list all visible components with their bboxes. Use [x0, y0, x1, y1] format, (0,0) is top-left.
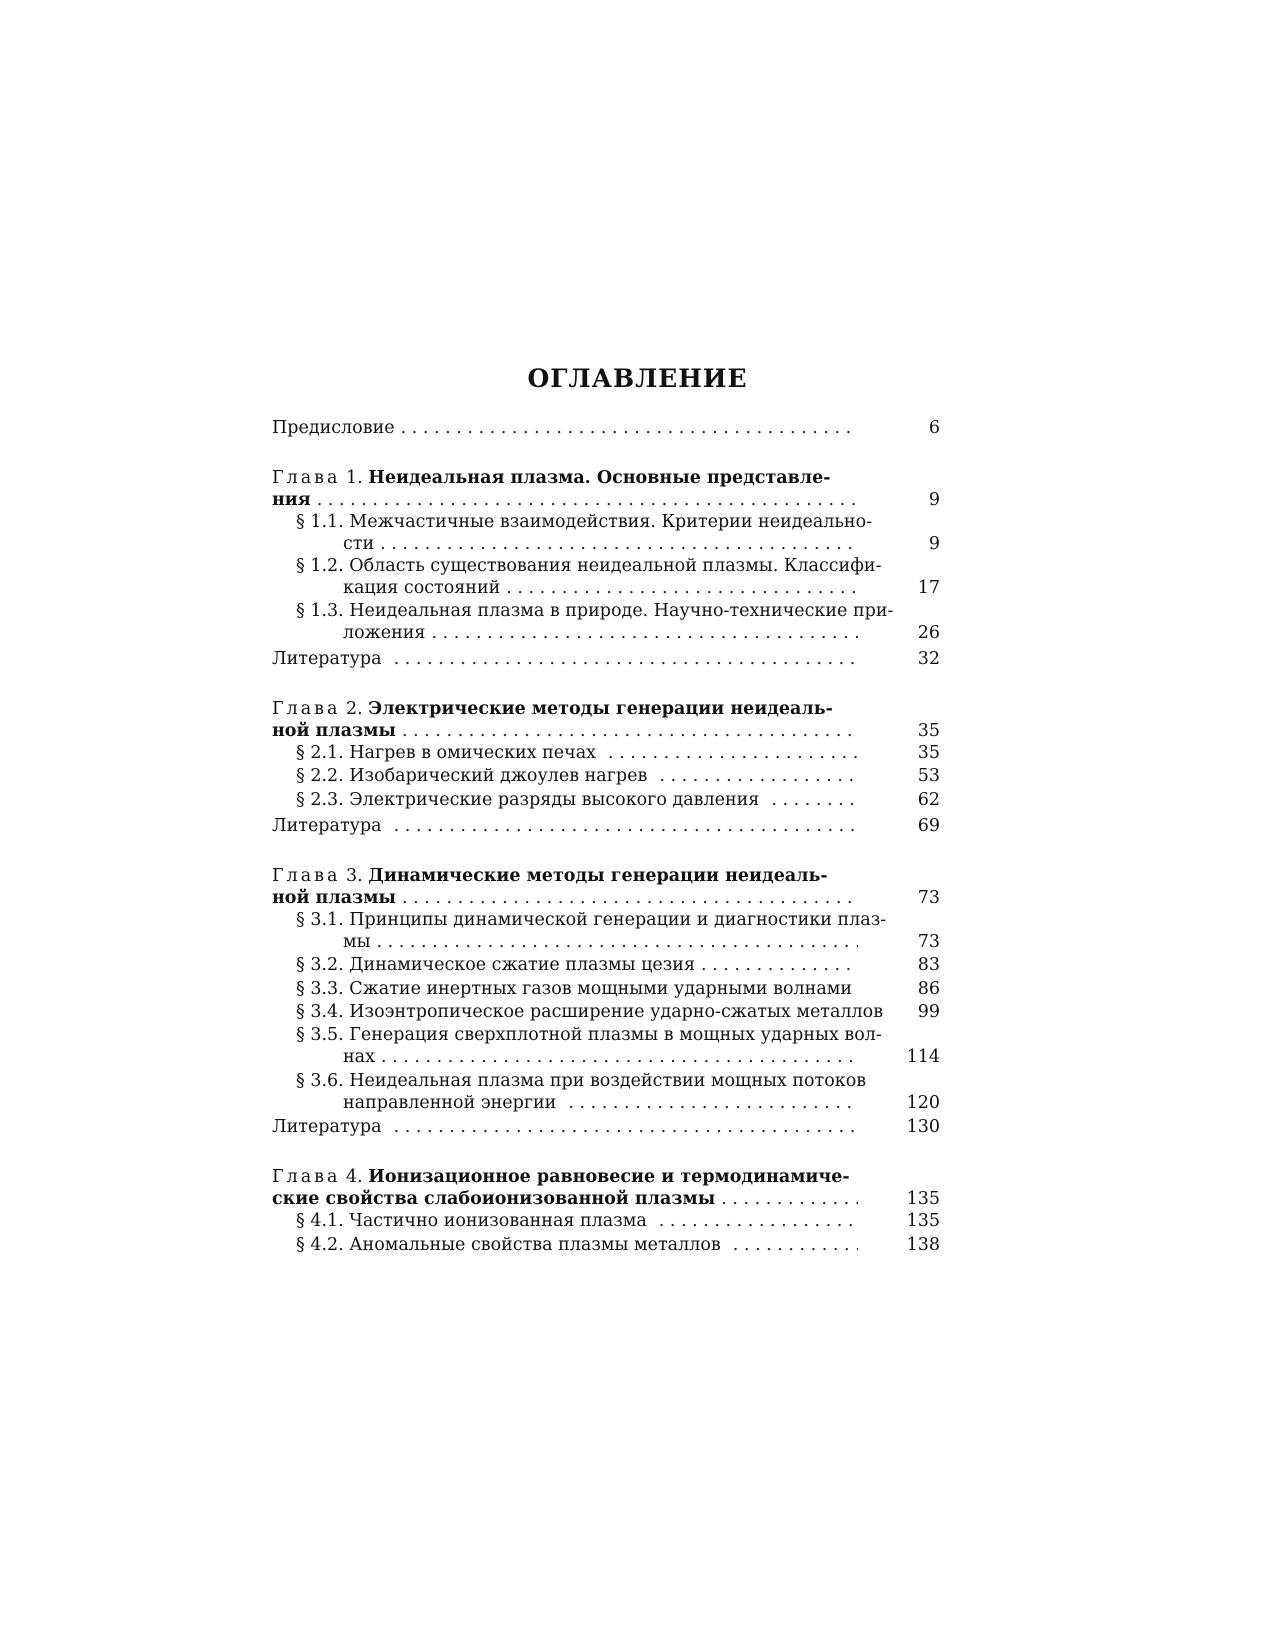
section-3-4[interactable] [296, 1001, 884, 1023]
literature-2[interactable] [272, 815, 858, 837]
section-number: § 2.1. [296, 743, 344, 763]
section-3-6-cont[interactable] [343, 1092, 858, 1114]
page-number: 130 [906, 1117, 940, 1137]
leader-dots [701, 954, 858, 976]
toc-entry-preface[interactable] [272, 417, 858, 439]
leader-dots [608, 742, 858, 764]
section-1-3-cont[interactable] [343, 622, 858, 644]
leader-dots [394, 648, 858, 670]
section-title-line1: Аномальные свойства плазмы металлов [349, 1235, 721, 1255]
leader-dots [394, 1116, 858, 1138]
section-title-line2: нах [343, 1047, 375, 1067]
leader-dots [659, 765, 858, 787]
chapter-heading-3-cont[interactable] [272, 887, 858, 909]
section-1-1[interactable] [296, 511, 873, 533]
chapter-prefix: Глава [272, 1167, 341, 1187]
section-number: § 3.1. [296, 910, 344, 930]
chapter-title-line2: ния [272, 490, 311, 510]
chapter-number: 1. [346, 468, 363, 488]
page-number: 73 [917, 888, 940, 908]
section-title-line2: мы [343, 932, 371, 952]
page-number: 99 [917, 1002, 940, 1022]
leader-dots [771, 789, 858, 811]
page-number: 35 [917, 743, 940, 763]
leader-dots [401, 417, 858, 439]
section-title-line1: Динамическое сжатие плазмы цезия [349, 955, 695, 975]
chapter-number: 3. [346, 866, 363, 886]
leader-dots [721, 1188, 858, 1210]
section-number: § 3.3. [296, 979, 344, 999]
leader-dots [317, 489, 858, 511]
page-number: 62 [917, 790, 940, 810]
section-4-1[interactable] [296, 1210, 858, 1232]
chapter-heading-3[interactable] [272, 865, 858, 887]
section-title-line1: Генерация сверхплотной плазмы в мощных ударных вол- [349, 1025, 882, 1045]
section-number: § 2.3. [296, 790, 344, 810]
chapter-title-line1: Динамические методы генерации неидеаль- [368, 866, 828, 886]
leader-dots [377, 931, 858, 953]
page-number: 35 [917, 721, 940, 741]
literature-label: Литература [272, 816, 382, 836]
leader-dots [568, 1092, 858, 1114]
section-title-line1: Электрические разряды высокого давления [349, 790, 760, 810]
section-number: § 2.2. [296, 766, 344, 786]
chapter-number: 2. [346, 699, 363, 719]
page-number: 26 [917, 623, 940, 643]
section-title-line1: Изобарический джоулев нагрев [349, 766, 648, 786]
chapter-title-line2: ские свойства слабоионизованной плазмы [272, 1189, 716, 1209]
chapter-title-line1: Электрические методы генерации неидеаль- [368, 699, 833, 719]
leader-dots [381, 1046, 858, 1068]
chapter-heading-2-cont[interactable] [272, 720, 858, 742]
section-3-5-cont[interactable] [343, 1046, 858, 1068]
chapter-title-line2: ной плазмы [272, 888, 396, 908]
chapter-heading-2[interactable] [272, 698, 858, 720]
page-number: 138 [906, 1235, 940, 1255]
page-number: 120 [906, 1093, 940, 1113]
chapter-heading-1-cont[interactable] [272, 489, 858, 511]
section-3-1-cont[interactable] [343, 931, 858, 953]
section-title-line1: Сжатие инертных газов мощными ударными волнами [349, 979, 853, 999]
leader-dots [431, 622, 858, 644]
leader-dots [380, 533, 858, 555]
page-number: 53 [917, 766, 940, 786]
section-number: § 3.5. [296, 1025, 344, 1045]
section-title-line1: Область существования неидеальной плазмы. Классифи- [349, 556, 882, 576]
chapter-number: 4. [346, 1167, 363, 1187]
literature-label: Литература [272, 1117, 382, 1137]
literature-label: Литература [272, 649, 382, 669]
leader-dots [402, 887, 858, 909]
section-2-1[interactable] [296, 742, 858, 764]
page-number: 9 [928, 490, 940, 510]
section-title-line2: ложения [343, 623, 426, 643]
page-number: 114 [906, 1047, 940, 1067]
leader-dots [733, 1234, 858, 1256]
section-1-2[interactable] [296, 555, 882, 577]
section-2-3[interactable] [296, 789, 858, 811]
section-title-line1: Принципы динамической генерации и диагностики плаз- [349, 910, 887, 930]
chapter-heading-4-cont[interactable] [272, 1188, 858, 1210]
section-3-5[interactable] [296, 1024, 882, 1046]
section-title-line1: Неидеальная плазма при воздействии мощных потоков [349, 1071, 867, 1091]
section-3-1[interactable] [296, 909, 887, 931]
section-title-line2: кация состояний [343, 578, 501, 598]
chapter-heading-4[interactable] [272, 1166, 858, 1188]
chapter-heading-1[interactable] [272, 467, 858, 489]
section-title-line1: Нагрев в омических печах [349, 743, 597, 763]
section-3-3[interactable] [296, 978, 858, 1000]
section-title-line1: Частично ионизованная плазма [349, 1211, 647, 1231]
section-number: § 1.3. [296, 601, 344, 621]
section-3-6[interactable] [296, 1070, 867, 1092]
leader-dots [394, 815, 858, 837]
section-number: § 1.1. [296, 512, 344, 532]
section-title-line1: Изоэнтропическое расширение ударно-сжатых металлов [349, 1002, 884, 1022]
section-4-2[interactable] [296, 1234, 858, 1256]
section-title-line2: направленной энергии [343, 1093, 557, 1113]
page-number: 9 [928, 534, 940, 554]
section-number: § 3.4. [296, 1002, 344, 1022]
page-number: 83 [917, 955, 940, 975]
chapter-prefix: Глава [272, 866, 341, 886]
leader-dots [659, 1210, 858, 1232]
section-1-3[interactable] [296, 600, 894, 622]
page-number: 17 [917, 578, 940, 598]
page-number: 69 [917, 816, 940, 836]
section-number: § 3.2. [296, 955, 344, 975]
entry-label: Предисловие [272, 418, 395, 438]
section-title-line1: Межчастичные взаимодействия. Критерии неидеально- [349, 512, 873, 532]
leader-dots [506, 577, 858, 599]
leader-dots [402, 720, 858, 742]
chapter-title-line1: Ионизационное равновесие и термодинамиче- [368, 1167, 850, 1187]
page-number: 86 [917, 979, 940, 999]
section-3-2[interactable] [296, 954, 858, 976]
page-number: 73 [917, 932, 940, 952]
section-number: § 4.1. [296, 1211, 344, 1231]
section-2-2[interactable] [296, 765, 858, 787]
page-title: ОГЛАВЛЕНИЕ [527, 364, 748, 393]
section-title-line2: сти [343, 534, 375, 554]
literature-1[interactable] [272, 648, 858, 670]
page-number: 6 [928, 418, 940, 438]
chapter-title-line2: ной плазмы [272, 721, 396, 741]
section-1-2-cont[interactable] [343, 577, 858, 599]
page-number: 32 [917, 649, 940, 669]
section-title-line1: Неидеальная плазма в природе. Научно-технические при- [349, 601, 894, 621]
section-number: § 1.2. [296, 556, 344, 576]
page-number: 135 [906, 1211, 940, 1231]
page-number: 135 [906, 1189, 940, 1209]
section-number: § 4.2. [296, 1235, 344, 1255]
chapter-prefix: Глава [272, 468, 341, 488]
chapter-prefix: Глава [272, 699, 341, 719]
chapter-title-line1: Неидеальная плазма. Основные представле- [368, 468, 831, 488]
section-1-1-cont[interactable] [343, 533, 858, 555]
section-number: § 3.6. [296, 1071, 344, 1091]
literature-3[interactable] [272, 1116, 858, 1138]
